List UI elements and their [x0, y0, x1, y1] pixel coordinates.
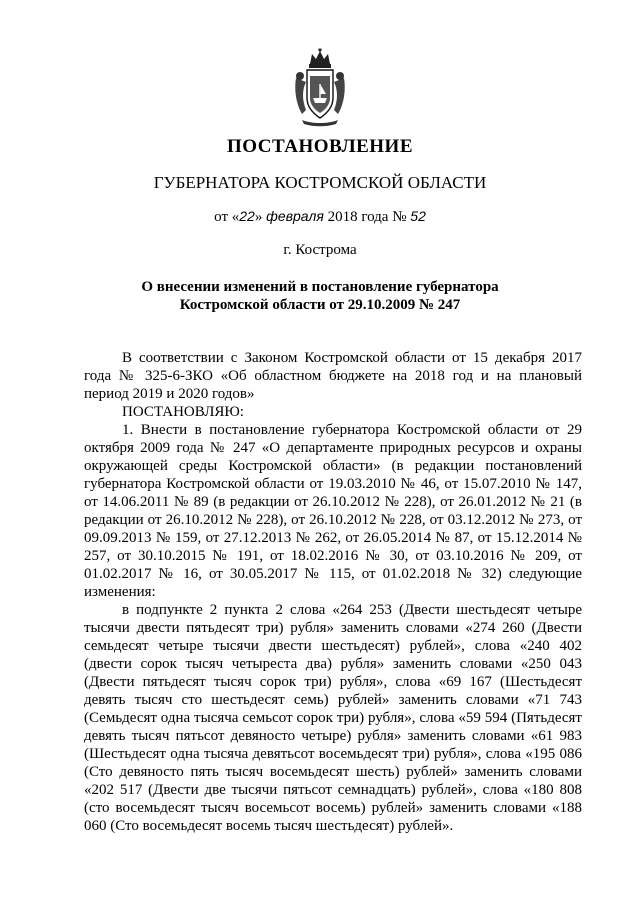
- subject-line-1: О внесении изменений в постановление губернатора: [141, 279, 499, 295]
- issuing-authority: ГУБЕРНАТОРА КОСТРОМСКОЙ ОБЛАСТИ: [153, 173, 487, 192]
- body-paragraph-item-1: 1. Внести в постановление губернатора Костромской области от 29 октября 2009 года № 247 «О департаменте природных ресурсов и охраны окружающей среды Костромской области» (в редакции постановлений губернатора Костромской области от 19.03.2010 № 46, от 15.07.2010 № 147, от 14.06.2011 № 89 (в редакции от 26.10.2012 № 228), от 26.01.2012 № 21 (в редакции от 26.10.2012 № 228), от 26.10.2012 № 228, от 03.12.2012 № 273, от 09.09.2013 № 159, от 27.12.2013 № 262, от 26.05.2014 № 87, от 15.12.2014 № 257, от 30.10.2015 № 191, от 18.02.2016 № 30, от 03.10.2016 № 209, от 01.02.2017 № 16, от 30.05.2017 № 115, от 01.02.2018 № 32) следующие изменения:: [84, 422, 582, 600]
- date-mid: »: [254, 209, 267, 225]
- date-year: 2018 года №: [323, 209, 411, 225]
- document-body: [84, 349, 582, 835]
- document-number: 52: [410, 208, 426, 224]
- document-subject: [120, 278, 520, 314]
- date-prefix: от «: [214, 209, 240, 225]
- body-paragraph-decree: ПОСТАНОВЛЯЮ:: [122, 404, 244, 420]
- date-day: 22: [239, 208, 255, 224]
- coat-of-arms-icon: [292, 48, 348, 128]
- document-title: ПОСТАНОВЛЕНИЕ: [226, 136, 414, 157]
- document-city: г. Кострома: [283, 242, 357, 258]
- date-month: февраля: [266, 208, 324, 224]
- body-paragraph-amendments: в подпункте 2 пункта 2 слова «264 253 (Двести шестьдесят четыре тысячи двести пятьдесят три) рубля» заменить словами «274 260 (Двести семьдесят четыре тысячи двести шестьдесят) рублей», слова «240 402 (двести сорок тысяч четыреста два) рубля» заменить словами «250 043 (Двести пятьдесят тысяч сорок три) рубля», слова «69 167 (Шестьдесят девять тысяч сто шестьдесят семь) рублей» заменить словами «71 743 (Семьдесят одна тысяча семьсот сорок три) рубля», слова «59 594 (Пятьдесят девять тысяч пятьсот девяносто четыре) рубля» заменить словами «61 983 (Шестьдесят одна тысяча девятьсот восемьдесят три) рубля», слова «195 086 (Сто девяносто пять тысяч восемьдесят шесть) рублей» заменить словами «202 517 (Двести две тысячи пятьсот семнадцать) рублей», слова «180 808 (сто восемьдесят тысяч восемьсот восемь) рублей» заменить словами «188 060 (Сто восемьдесят восемь тысяч шестьдесят) рублей».: [84, 602, 582, 834]
- body-paragraph-preamble: В соответствии с Законом Костромской области от 15 декабря 2017 года № 325-6-ЗКО «Об областном бюджете на 2018 год и на плановый период 2019 и 2020 годов»: [84, 350, 582, 402]
- document-date-line: [0, 208, 640, 226]
- subject-line-2: Костромской области от 29.10.2009 № 247: [179, 297, 461, 313]
